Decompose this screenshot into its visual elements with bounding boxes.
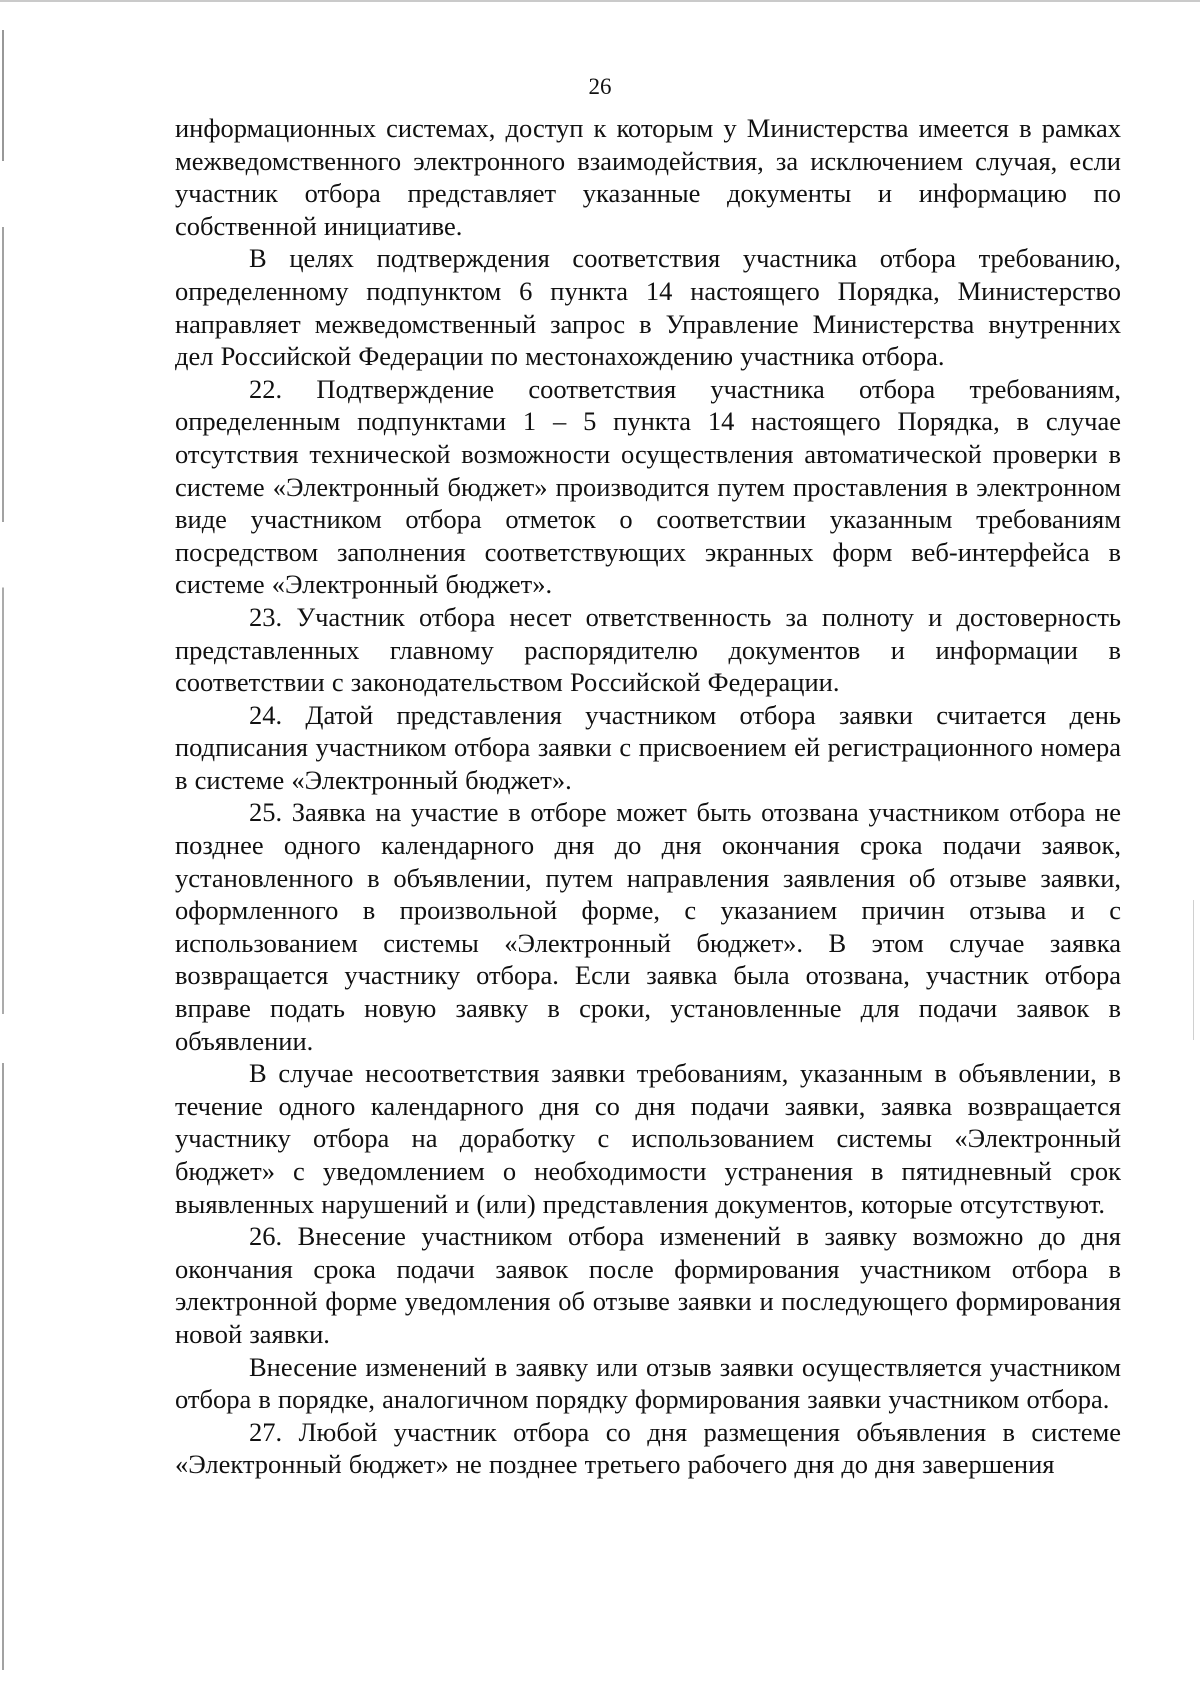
paragraph-item-23: 23. Участник отбора несет ответственность за полноту и достоверность представленных главному распорядителю документов и информации в соответствии с законодательством Российской Федерации.	[175, 601, 1121, 698]
scan-edge-left	[2, 30, 4, 1670]
page-number: 26	[588, 74, 612, 99]
paragraph-item-24: 24. Датой представления участником отбора заявки считается день подписания участником отбора заявки с присвоением ей регистрационного номера в системе «Электронный бюджет».	[175, 699, 1121, 795]
paragraph: В целях подтверждения соответствия участника отбора требованию, определенному подпунктом 6 пункта 14 настоящего Порядка, Министерство направляет межведомственный запрос в Управление Министерства внутренних дел Российской Федерации по местонахождению участника отбора.	[175, 243, 1121, 372]
paragraph: информационных системах, доступ к которым у Министерства имеется в рамках межведомственного электронного взаимодействия, за исключением случая, если участник отбора представляет указанные документы и информацию по собственной инициативе.	[175, 113, 1121, 241]
document-body	[175, 112, 1121, 1481]
paragraph-item-22: 22. Подтверждение соответствия участника отбора требованиям, определенным подпунктами 1 – 5 пункта 14 настоящего Порядка, в случае отсутствия технической возможности осуществления автоматической проверки в системе «Электронный бюджет» производится путем проставления в электронном виде участником отбора отметок о соответствии указанным требованиям посредством заполнения соответствующих экранных форм веб-интерфейса в системе «Электронный бюджет».	[175, 373, 1121, 600]
paragraph-item-25: 25. Заявка на участие в отборе может быть отозвана участником отбора не позднее одного календарного дня до дня окончания срока подачи заявок, установленного в объявлении, путем направления заявления об отзыве заявки, оформленного в произвольной форме, с указанием причин отзыва и с использованием системы «Электронный бюджет». В этом случае заявка возвращается участнику отбора. Если заявка была отозвана, участник отбора вправе подать новую заявку в сроки, установленные для подачи заявок в объявлении.	[175, 797, 1121, 1056]
scan-edge-right	[1193, 900, 1194, 1040]
paragraph-item-27: 27. Любой участник отбора со дня размещения объявления в системе «Электронный бюджет» не позднее третьего рабочего дня до дня завершения	[175, 1416, 1121, 1480]
scan-edge-top	[0, 0, 1200, 2]
paragraph-item-26: 26. Внесение участником отбора изменений в заявку возможно до дня окончания срока подачи заявок после формирования участником отбора в электронной форме уведомления об отзыве заявки и последующего формирования новой заявки.	[175, 1221, 1121, 1349]
paragraph: В случае несоответствия заявки требованиям, указанным в объявлении, в течение одного календарного дня со дня подачи заявки, заявка возвращается участнику отбора на доработку с использованием системы «Электронный бюджет» с уведомлением о необходимости устранения в пятидневный срок выявленных нарушений и (или) представления документов, которые отсутствуют.	[175, 1058, 1121, 1219]
paragraph: Внесение изменений в заявку или отзыв заявки осуществляется участником отбора в порядке, аналогичном порядку формирования заявки участником отбора.	[175, 1351, 1121, 1415]
